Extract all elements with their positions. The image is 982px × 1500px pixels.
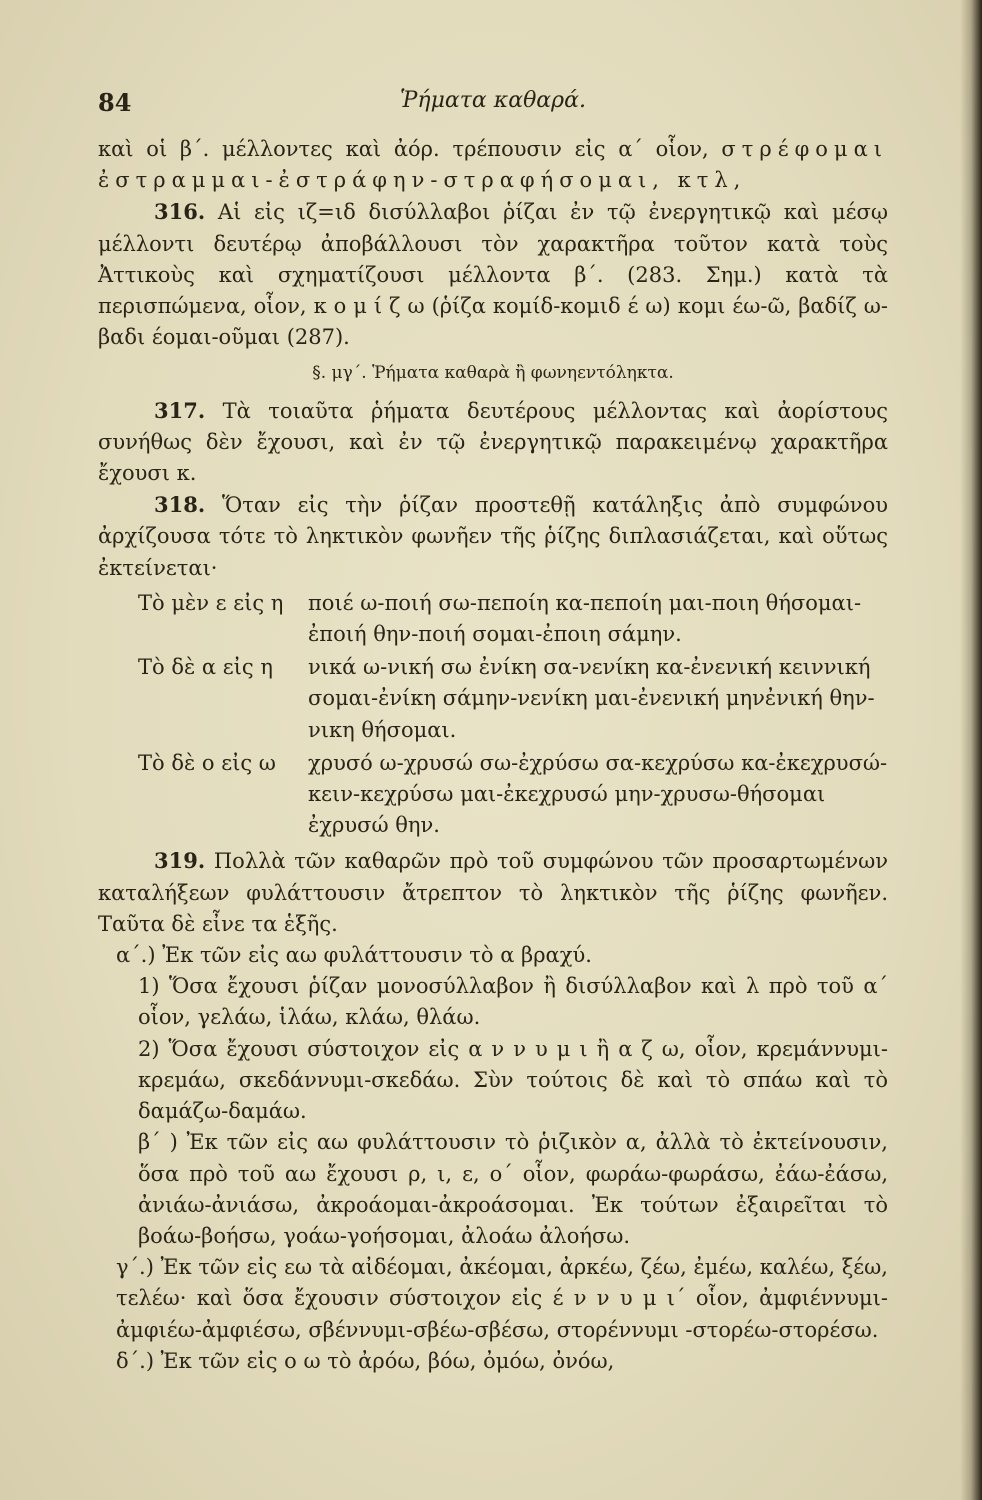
table-row	[98, 748, 888, 842]
table-row-label: Τὸ δὲ α εἰς η	[138, 655, 273, 680]
paragraph-text: Ὅταν εἰς τὴν ῥίζαν προστεθῇ κατάληξις ἀπὸ συμφώνου ἀρχίζουσα τότε τὸ ληκτικὸν φωνῆεν τῆς ῥίζης διπλασιάζεται, καὶ οὕτως ἐκτείνεται·	[98, 493, 888, 580]
table-row-forms: χρυσό ω-χρυσώ σω-ἐχρύσω σα-κεχρύσω κα-ἐκεχρυσώ-κειν-κεχρύσω μαι-ἐκεχρυσώ μην-χρυσω-θήσομαι ἐχρυσώ θην.	[308, 750, 888, 838]
section-number: 316.	[154, 199, 206, 225]
running-title: Ῥήματα καθαρά.	[400, 88, 586, 113]
vowel-lengthening-table	[98, 588, 888, 842]
intro-paragraph	[98, 134, 888, 196]
table-row-forms: νικά ω-νική σω ἐνίκη σα-νενίκη κα-ἐνενική κειννική σομαι-ἐνίκη σάμην-νενίκη μαι-ἐνενική μηνἐνική θην-νικη θήσομαι.	[308, 655, 875, 742]
subsection-a-item-1: 1) Ὅσα ἔχουσι ῥίζαν μονοσύλλαβον ἢ δισύλλαβον καὶ λ πρὸ τοῦ α΄ οἷον, γελάω, ἱλάω, κλάω, θλάω.	[138, 974, 888, 1030]
paragraph-text: Πολλὰ τῶν καθαρῶν πρὸ τοῦ συμφώνου τῶν προσαρτωμένων καταλήξεων φυλάττουσιν ἄτρεπτον τὸ ληκτικὸν τῆς ῥίζης φωνῆεν. Ταῦτα δὲ εἶνε τα ἑξῆς.	[98, 849, 888, 936]
section-heading: §. μγ΄. Ῥήματα καθαρὰ ἢ φωνηεντόληκτα.	[312, 363, 674, 384]
paragraph-319	[98, 845, 888, 940]
spaced-example: στρέφομαι	[721, 137, 888, 161]
table-row-label: Τὸ δὲ ο εἰς ω	[138, 750, 276, 775]
paragraph-316	[98, 196, 888, 353]
table-row	[98, 652, 888, 746]
subsection-c: γ΄.) Ἐκ τῶν εἰς εω τὰ αἰδέομαι, ἀκέομαι, ἀρκέω, ζέω, ἐμέω, καλέω, ξέω, τελέω· καὶ ὅσα ἔχουσιν σύστοιχον εἰς έ ν ν υ μ ι΄ οἷον, ἀμφιέννυμι-ἀμφιέω-ἀμφιέσω, σβέννυμι-σβέω-σβέσω, στορέννυμι -στορέω-στορέσω.	[116, 1255, 888, 1342]
paragraph-317	[98, 395, 888, 490]
table-row-label: Τὸ μὲν ε εἰς η	[138, 590, 284, 615]
page-number: 84	[98, 88, 132, 117]
spaced-example-forms: ἐστραμμαι-ἐστράφην-στραφήσομαι, κτλ,	[98, 168, 747, 193]
subsection-d: δ΄.) Ἐκ τῶν εἰς ο ω τὸ ἀρόω, βόω, ὀμόω, ὀνόω,	[116, 1348, 615, 1373]
section-number: 318.	[154, 492, 206, 518]
subsection-b: β΄ ) Ἐκ τῶν εἰς αω φυλάττουσιν τὸ ῥιζικὸν α, ἀλλὰ τὸ ἐκτείνουσιν, ὅσα πρὸ τοῦ αω ἔχουσι ρ, ι, ε, ο΄ οἷον, φωράω-φωράσω, ἐάω-ἐάσω, ἀνιάω-ἀνιάσω, ἀκροάομαι-ἀκροάσομαι. Ἐκ τούτων ἐξαιρεῖται τὸ βοάω-βοήσω, γοάω-γοήσομαι, ἀλοάω ἀλοήσω.	[138, 1130, 888, 1248]
table-row	[98, 588, 888, 650]
paragraph-text: Αἱ εἰς ιζ=ιδ δισύλλαβοι ῥίζαι ἐν τῷ ἐνεργητικῷ καὶ μέσῳ μέλλοντι δευτέρῳ ἀποβάλλουσι τὸν χαρακτῆρα τοῦτον κατὰ τοὺς Ἀττικοὺς καὶ σχηματίζουσι μέλλοντα β΄. (283. Σημ.) κατὰ τὰ περισπώμενα, οἷον, κ ο μ ί ζ ω (ῥίζα κομίδ-κομιδ έ ω) κομι έω-ῶ, βαδίζ ω-βαδι έομαι-οῦμαι (287).	[98, 200, 888, 350]
page-header	[98, 88, 888, 124]
intro-text: καὶ οἱ β΄. μέλλοντες καὶ ἀόρ. τρέπουσιν εἰς α΄ οἷον,	[98, 137, 709, 161]
page-body	[98, 134, 888, 1377]
book-gutter-shadow	[960, 0, 982, 1500]
subsection-a-heading: α΄.) Ἐκ τῶν εἰς αω φυλάττουσιν τὸ α βραχύ.	[116, 943, 592, 968]
section-number: 319.	[154, 848, 206, 874]
table-row-forms: ποιέ ω-ποιή σω-πεποίη κα-πεποίη μαι-ποιη θήσομαι-ἐποιή θην-ποιή σομαι-ἐποιη σάμην.	[308, 590, 862, 647]
subsection-a-item-2: 2) Ὅσα ἔχουσι σύστοιχον εἰς α ν ν υ μ ι ἢ α ζ ω, οἷον, κρεμάννυμι-κρεμάω, σκεδάννυμι-σκεδάω. Σὺν τούτοις δὲ καὶ τὸ σπάω καὶ τὸ δαμάζω-δαμάω.	[138, 1036, 888, 1124]
section-number: 317.	[154, 397, 206, 423]
paragraph-318	[98, 489, 888, 584]
paragraph-text: Τὰ τοιαῦτα ῥήματα δευτέρους μέλλοντας καὶ ἀορίστους συνήθως δὲν ἔχουσι, καὶ ἐν τῷ ἐνεργητικῷ παρακειμένῳ χαρακτῆρα ἔχουσι κ.	[98, 398, 888, 486]
